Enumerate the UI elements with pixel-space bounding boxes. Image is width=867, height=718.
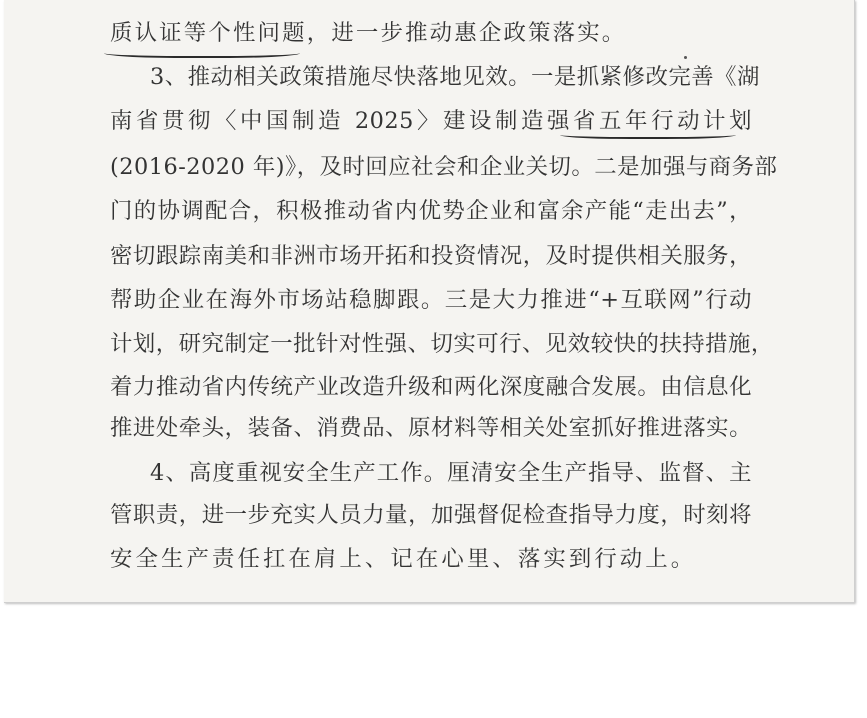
text-line-7: 帮助企业在海外市场站稳脚跟。三是大力推进“+互联网”行动 <box>110 287 752 313</box>
text-line-11: 4、高度重视安全生产工作。厘清安全生产指导、监督、主 <box>150 460 752 486</box>
scan-speck <box>684 56 687 59</box>
text-line-6: 密切跟踪南美和非洲市场开拓和投资情况，及时提供相关服务， <box>110 243 752 269</box>
handwritten-underline-1 <box>104 46 300 58</box>
text-line-3: 南省贯彻〈中国制造 2025〉建设制造强省五年行动计划 <box>110 108 752 134</box>
text-line-12: 管职责，进一步充实人员力量，加强督促检查指导力度，时刻将 <box>110 502 752 528</box>
text-line-5: 门的协调配合，积极推动省内优势企业和富余产能“走出去”， <box>110 198 752 224</box>
text-line-4: (2016-2020 年)》，及时回应社会和企业关切。二是加强与商务部 <box>110 154 778 180</box>
scanned-page <box>4 0 855 603</box>
text-line-8: 计划，研究制定一批针对性强、切实可行、见效较快的扶持措施， <box>110 331 774 357</box>
text-line-2: 3、推动相关政策措施尽快落地见效。一是抓紧修改完善《湖 <box>150 64 760 90</box>
handwritten-underline-2 <box>560 129 736 139</box>
text-line-13: 安全生产责任扛在肩上、记在心里、落实到行动上。 <box>110 546 697 572</box>
text-line-1: 质认证等个性问题，进一步推动惠企政策落实。 <box>110 20 627 46</box>
text-line-10: 推进处牵头，装备、消费品、原材料等相关处室抓好推进落实。 <box>110 415 752 441</box>
text-line-9: 着力推动省内传统产业改造升级和两化深度融合发展。由信息化 <box>110 374 752 400</box>
